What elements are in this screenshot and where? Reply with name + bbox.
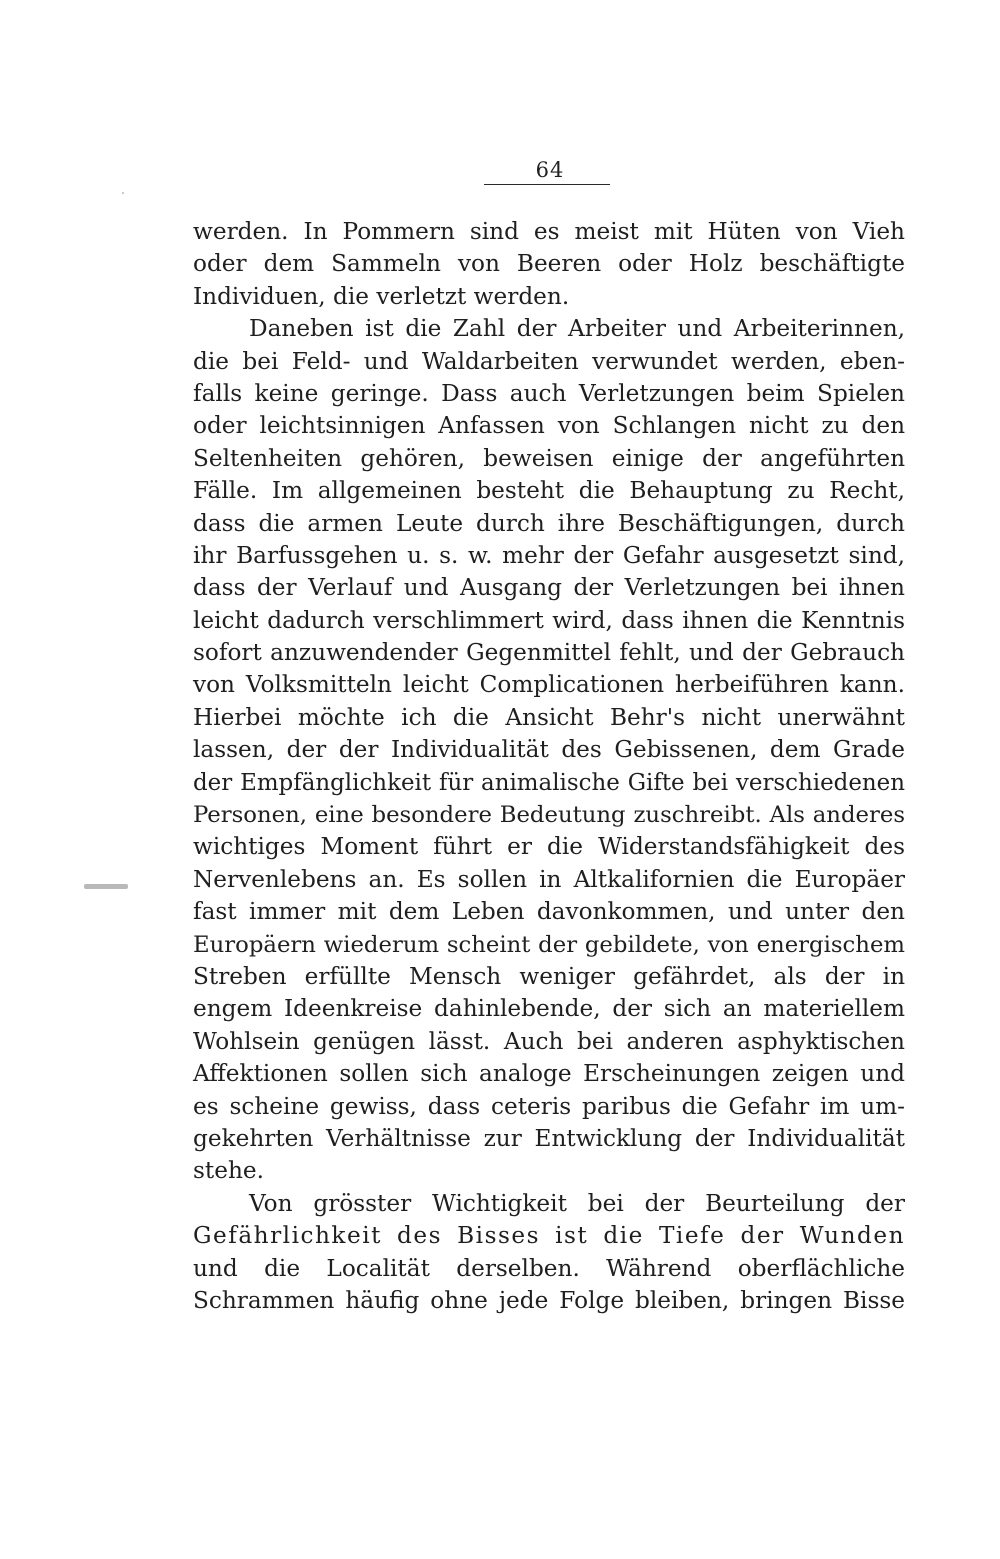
text-line: Gefährlichkeit des Bisses ist die Tiefe der Wunden [193, 1222, 905, 1250]
page-number: 64 [535, 158, 565, 182]
text-line: Wohlsein genügen lässt. Auch bei anderen asphyktischen [193, 1027, 905, 1055]
text-line: gekehrten Verhältnisse zur Entwicklung der Individualität [193, 1124, 905, 1152]
text-line: werden. In Pommern sind es meist mit Hüten von Vieh [193, 218, 905, 245]
text-line: dass die armen Leute durch ihre Beschäftigungen, durch [193, 509, 905, 537]
scan-speck [122, 192, 124, 194]
text-line: oder leichtsinnigen Anfassen von Schlangen nicht zu den [193, 412, 905, 440]
text-line: sofort anzuwendender Gegenmittel fehlt, und der Gebrauch [193, 639, 905, 667]
text-line: von Volksmitteln leicht Complicationen herbeiführen kann. [193, 671, 905, 699]
text-line: lassen, der der Individualität des Gebissenen, dem Grade [193, 736, 905, 764]
scan-speck [84, 884, 128, 889]
text-line: Affektionen sollen sich analoge Erscheinungen zeigen und [193, 1060, 905, 1088]
text-line: und die Localität derselben. Während oberflächliche [193, 1254, 905, 1282]
text-line: oder dem Sammeln von Beeren oder Holz beschäftigte [193, 250, 905, 278]
text-line: engem Ideenkreise dahinlebende, der sich an materiellem [193, 995, 905, 1023]
text-line: Fälle. Im allgemeinen besteht die Behauptung zu Recht, [193, 477, 905, 505]
text-line: wichtiges Moment führt er die Widerstandsfähigkeit des [193, 833, 905, 861]
text-line: leicht dadurch verschlimmert wird, dass ihnen die Kenntnis [193, 606, 905, 634]
text-line: stehe. [193, 1157, 264, 1185]
text-line: der Empfänglichkeit für animalische Gifte bei verschiedenen [193, 769, 905, 796]
text-line: Schrammen häufig ohne jede Folge bleiben, bringen Bisse [193, 1286, 905, 1314]
text-line: Individuen, die verletzt werden. [193, 282, 570, 310]
text-line: dass der Verlauf und Ausgang der Verletzungen bei ihnen [193, 574, 905, 602]
text-line: ihr Barfussgehen u. s. w. mehr der Gefahr ausgesetzt sind, [193, 541, 905, 569]
text-line: Personen, eine besondere Bedeutung zuschreibt. Als anderes [193, 802, 905, 829]
text-line: falls keine geringe. Dass auch Verletzungen beim Spielen [193, 379, 905, 407]
text-line: Daneben ist die Zahl der Arbeiter und Arbeiterinnen, [249, 315, 905, 343]
text-line: Seltenheiten gehören, beweisen einige der angeführten [193, 444, 905, 472]
text-line: Streben erfüllte Mensch weniger gefährdet, als der in [193, 962, 905, 990]
header-rule [484, 184, 610, 185]
text-line: Von grösster Wichtigkeit bei der Beurteilung der [249, 1189, 905, 1217]
text-line: fast immer mit dem Leben davonkommen, und unter den [193, 898, 905, 926]
text-line: es scheine gewiss, dass ceteris paribus die Gefahr im um- [193, 1092, 905, 1120]
text-line: Europäern wiederum scheint der gebildete, von energischem [193, 931, 905, 958]
text-line: Hierbei möchte ich die Ansicht Behr's nicht unerwähnt [193, 703, 905, 731]
text-line: Nervenlebens an. Es sollen in Altkalifornien die Europäer [193, 865, 905, 893]
text-line: die bei Feld- und Waldarbeiten verwundet werden, eben- [193, 347, 905, 375]
body-text [193, 216, 905, 1317]
